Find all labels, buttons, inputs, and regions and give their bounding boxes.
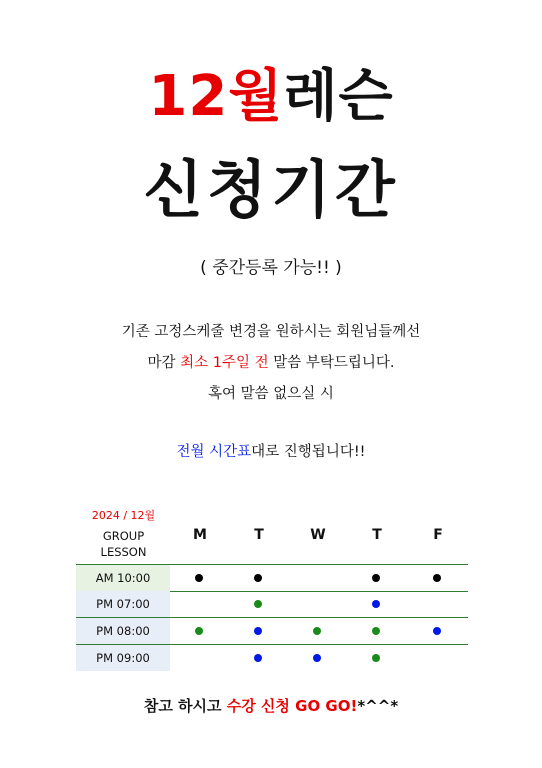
notice-line2-a: 마감 — [147, 355, 181, 371]
row-time: PM 07:00 — [76, 591, 170, 617]
day-header-wed: W — [310, 527, 326, 543]
schedule-dot-green — [372, 627, 380, 635]
schedule-dot-green — [195, 627, 203, 635]
day-header-thu: T — [372, 527, 382, 543]
notice-line4-b: 대로 진행됩니다!! — [251, 444, 366, 460]
page-title-line2: 신청기간 — [143, 153, 399, 226]
notice-line4 — [0, 442, 542, 462]
schedule-dot-black — [372, 574, 380, 582]
page-title-line1 — [0, 62, 542, 132]
schedule-year-label: 2024 / 12월 — [91, 509, 156, 522]
schedule-dot-blue — [372, 600, 380, 608]
notice-line2 — [0, 353, 542, 373]
day-header-fri: F — [433, 527, 443, 543]
schedule-dot-blue — [313, 654, 321, 662]
row-time: PM 08:00 — [76, 618, 170, 644]
schedule-row — [76, 645, 468, 671]
footer-message — [0, 695, 542, 716]
footer-highlight: 수강 신청 GO GO! — [226, 697, 358, 715]
schedule-dot-blue — [254, 627, 262, 635]
schedule-dot-black — [195, 574, 203, 582]
schedule-dot-black — [433, 574, 441, 582]
subtitle: ( 중간등록 가능!! ) — [200, 258, 342, 278]
day-header-tue: T — [254, 527, 264, 543]
schedule-dot-green — [372, 654, 380, 662]
group-label-1: GROUP — [102, 529, 145, 543]
schedule-row — [76, 591, 468, 618]
notice-line1: 기존 고정스케줄 변경을 원하시는 회원님들께선 — [121, 324, 421, 340]
schedule-dot-blue — [254, 654, 262, 662]
schedule-dot-black — [254, 574, 262, 582]
schedule-row — [76, 564, 468, 592]
title-month: 12월 — [148, 64, 284, 129]
schedule-dot-blue — [433, 627, 441, 635]
row-time: AM 10:00 — [76, 565, 170, 591]
schedule-dot-green — [313, 627, 321, 635]
title-lesson: 레슨 — [283, 64, 394, 129]
group-label-2: LESSON — [100, 545, 147, 559]
schedule-group-label — [76, 528, 171, 560]
day-header-mon: M — [193, 527, 207, 543]
notice-line4-highlight: 전월 시간표 — [176, 444, 252, 460]
row-time: PM 09:00 — [76, 645, 170, 671]
footer-c: *^^* — [357, 697, 399, 715]
schedule-dot-green — [254, 600, 262, 608]
schedule-row — [76, 618, 468, 645]
footer-a: 참고 하시고 — [143, 697, 227, 715]
notice-line3: 혹여 말씀 없으실 시 — [208, 386, 334, 402]
notice-line2-c: 말씀 부탁드립니다. — [268, 355, 395, 371]
notice-line2-highlight: 최소 1주일 전 — [180, 355, 269, 371]
